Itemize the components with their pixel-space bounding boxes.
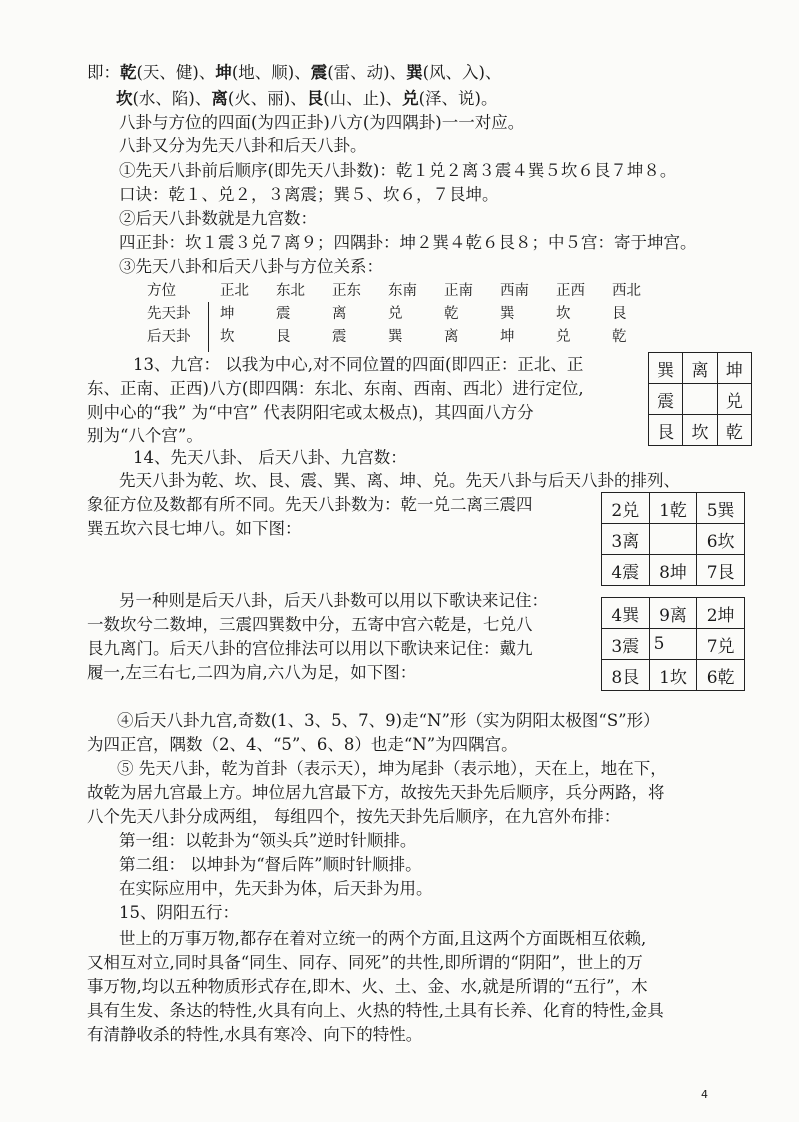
prefix: 即：	[87, 63, 120, 82]
text-line-31: 世上的万事万物,都存在着对立统一的两个方面,且这两个方面既相互依赖,	[119, 929, 647, 948]
xiantian-cell: 震	[276, 306, 291, 322]
row-label-direction: 方位	[147, 283, 176, 299]
grid-cell: 8坤	[649, 555, 697, 586]
trigram-li-meaning: (火、丽)、	[227, 89, 307, 108]
dir-cell: 西南	[500, 283, 529, 299]
houtian-cell: 兑	[556, 329, 571, 345]
houtian-number-grid	[601, 597, 745, 691]
text-line-10: 13、九宫： 以我为中心,对不同位置的四面(即四正：正北、正	[133, 355, 584, 374]
text-line-2	[116, 88, 498, 110]
text-line-7: ②后天八卦数就是九宫数：	[119, 209, 317, 228]
grid-cell: 兑	[717, 384, 751, 415]
row-label-xiantian: 先天卦	[147, 306, 191, 322]
text-line-3: 八卦与方位的四面(为四正卦)八方(为四隅卦)一一对应。	[119, 113, 525, 132]
houtian-cell: 巽	[388, 329, 403, 345]
houtian-cell: 震	[332, 329, 347, 345]
trigram-li: 离	[211, 89, 228, 108]
table-divider	[208, 302, 209, 352]
trigram-qian: 乾	[120, 63, 137, 82]
dir-cell: 西北	[612, 283, 641, 299]
text-line-35: 有清静收杀的特性,水具有寒冷、向下的特性。	[87, 1025, 423, 1044]
grid-cell: 巽	[649, 353, 683, 384]
grid-cell: 8艮	[602, 660, 650, 691]
text-line-33: 事万物,均以五种物质形式存在,即木、火、土、金、水,就是所谓的“五行”，木	[87, 977, 648, 996]
houtian-cell: 离	[444, 329, 459, 345]
grid-cell: 4巽	[602, 598, 650, 629]
text-line-23: 为四正宫，隅数（2、4、“5”、6、8）也走“N”为四隅宫。	[87, 735, 518, 754]
grid-cell: 乾	[717, 415, 751, 446]
grid-cell: 3震	[602, 629, 650, 660]
trigram-xun: 巽	[406, 63, 423, 82]
trigram-kan-meaning: (水、陷)、	[132, 89, 212, 108]
trigram-kun-meaning: (地、顺)、	[231, 63, 311, 82]
xiantian-cell: 巽	[500, 306, 515, 322]
grid-cell: 1坎	[649, 660, 697, 691]
text-line-25: 故乾为居九宫最上方。坤位居九宫最下方，故按先天卦先后顺序，兵分两路，将	[87, 783, 665, 802]
grid-cell: 6坎	[697, 524, 745, 555]
text-line-12: 则中心的“我” 为“中宫” 代表阴阳宅或太极点)，其四面八方分	[87, 403, 534, 422]
grid-cell: 9离	[649, 598, 697, 629]
grid-cell: 4震	[602, 555, 650, 586]
trigram-dui-meaning: (泽、说)。	[418, 89, 498, 108]
text-line-32: 又相互对立,同时具备“同生、同存、同死”的共性,即所谓的“阴阳”，世上的万	[87, 953, 643, 972]
grid-cell: 坎	[683, 415, 717, 446]
text-line-20: 艮九离门。后天八卦的宫位排法可以用以下歌诀来记住：戴九	[87, 639, 533, 658]
trigram-qian-meaning: (天、健)、	[136, 63, 216, 82]
dir-cell: 东北	[276, 283, 305, 299]
text-line-30: 15、阴阳五行：	[119, 903, 239, 922]
houtian-cell: 艮	[276, 329, 291, 345]
row-label-houtian: 后天卦	[147, 329, 191, 345]
text-line-22: ④后天八卦九宫,奇数(1、3、5、7、9)走“N”形（实为阴阳太极图“S”形）	[117, 711, 660, 730]
grid-cell: 艮	[649, 415, 683, 446]
grid-cell: 6乾	[697, 660, 745, 691]
text-line-14: 14、先天八卦、 后天八卦、九宫数：	[133, 448, 407, 467]
text-line-34: 具有生发、条达的特性,火具有向上、火热的特性,土具有长养、化育的特性,金具	[87, 1001, 664, 1020]
trigram-zhen: 震	[310, 63, 328, 82]
text-line-15: 先天八卦为乾、坎、艮、震、巽、离、坤、兑。先天八卦与后天八卦的排列、	[119, 471, 680, 490]
grid-cell: 坤	[717, 353, 751, 384]
xiantian-cell: 坎	[556, 306, 571, 322]
trigram-dui: 兑	[402, 89, 419, 108]
trigram-zhen-meaning: (雷、动)、	[327, 63, 407, 82]
trigram-gen-meaning: (山、止)、	[323, 89, 403, 108]
grid-cell: 1乾	[649, 493, 697, 524]
text-line-18: 另一种则是后天八卦，后天八卦数可以用以下歌诀来记住：	[119, 591, 548, 610]
dir-cell: 正东	[332, 283, 361, 299]
dir-cell: 正南	[444, 283, 473, 299]
text-line-4: 八卦又分为先天八卦和后天八卦。	[119, 136, 367, 155]
grid-cell: 离	[683, 353, 717, 384]
grid-cell: 2坤	[697, 598, 745, 629]
text-line-21: 履一,左三右七,二四为肩,六八为足，如下图：	[87, 663, 417, 682]
text-line-1	[87, 62, 502, 84]
dir-cell: 正北	[220, 283, 249, 299]
houtian-cell: 坎	[220, 329, 235, 345]
grid-cell: 2兑	[602, 493, 650, 524]
text-line-6: 口诀：乾１、兑２，３离震；巽５、坎６，７艮坤。	[119, 185, 499, 204]
trigram-kan: 坎	[116, 89, 133, 108]
trigram-kun: 坤	[215, 63, 232, 82]
page-number: 4	[701, 1088, 708, 1101]
text-line-28: 第二组： 以坤卦为“督后阵”顺时针顺排。	[119, 855, 422, 874]
text-line-8: 四正卦：坎１震３兑７离９；四隅卦：坤２巽４乾６艮８；中５宫：寄于坤宫。	[119, 233, 697, 252]
xiantian-cell: 坤	[220, 306, 235, 322]
xiantian-cell: 离	[332, 306, 347, 322]
xiantian-cell: 兑	[388, 306, 403, 322]
text-line-19: 一数坎兮二数坤，三震四巽数中分，五寄中宫六乾是，七兑八	[87, 615, 533, 634]
grid-cell-center	[649, 524, 697, 555]
grid-cell-center: 5	[649, 629, 697, 660]
text-line-26: 八个先天八卦分成两组， 每组四个，按先天卦先后顺序，在九宫外布排：	[87, 807, 621, 826]
grid-cell: 7艮	[697, 555, 745, 586]
text-line-11: 东、正南、正西)八方(即四隅：东北、东南、西南、西北）进行定位,	[87, 379, 584, 398]
houtian-cell: 坤	[500, 329, 515, 345]
grid-cell: 震	[649, 384, 683, 415]
text-line-29: 在实际应用中，先天卦为体，后天卦为用。	[119, 879, 433, 898]
dir-cell: 东南	[388, 283, 417, 299]
xiantian-cell: 艮	[612, 306, 627, 322]
text-line-9: ③先天八卦和后天八卦与方位关系：	[119, 257, 383, 276]
xiantian-cell: 乾	[444, 306, 459, 322]
houtian-cell: 乾	[612, 329, 627, 345]
text-line-13: 别为“八个宫”。	[87, 426, 203, 445]
trigram-xun-meaning: (风、入)、	[422, 63, 502, 82]
text-line-24: ⑤ 先天八卦，乾为首卦（表示天），坤为尾卦（表示地），天在上，地在下，	[117, 759, 667, 778]
text-line-16: 象征方位及数都有所不同。先天八卦数为：乾一兑二离三震四	[87, 495, 533, 514]
grid-cell: 3离	[602, 524, 650, 555]
grid-cell-center	[683, 384, 717, 415]
text-line-5: ①先天八卦前后顺序(即先天八卦数)：乾１兑２离３震４巽５坎６艮７坤８。	[119, 161, 677, 180]
grid-cell: 5巽	[697, 493, 745, 524]
dir-cell: 正西	[556, 283, 585, 299]
text-line-27: 第一组：以乾卦为“领头兵”逆时针顺排。	[119, 831, 417, 850]
nine-palace-grid	[648, 352, 752, 446]
grid-cell: 7兑	[697, 629, 745, 660]
xiantian-number-grid	[601, 492, 745, 586]
trigram-gen: 艮	[306, 89, 324, 108]
text-line-17: 巽五坎六艮七坤八。如下图：	[87, 519, 302, 538]
